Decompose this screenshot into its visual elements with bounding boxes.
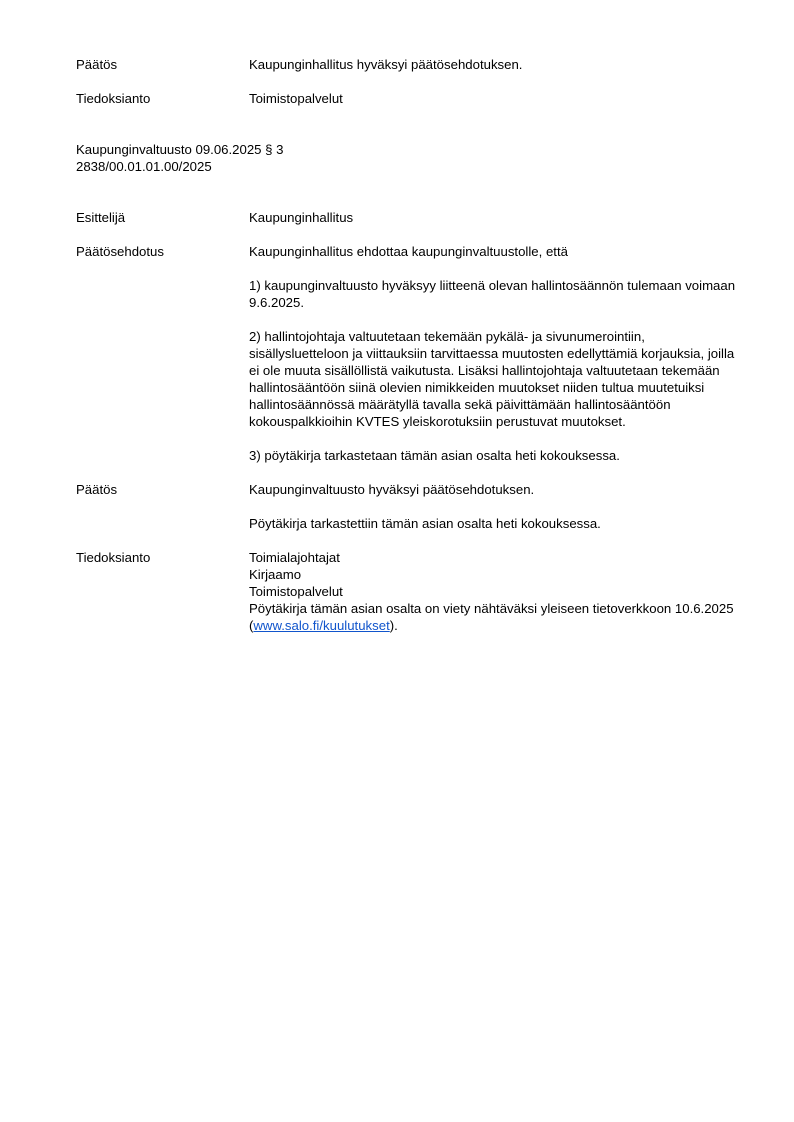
publication-end: ). [389, 618, 398, 633]
prev-decision-row [76, 56, 736, 73]
announcements-link[interactable]: www.salo.fi/kuulutukset [253, 618, 390, 633]
notice-row [76, 549, 736, 634]
decision-row [76, 481, 736, 532]
document-page [76, 56, 736, 634]
prev-notice-text: Toimistopalvelut [249, 91, 343, 106]
record-number: 2838/00.01.01.00/2025 [76, 159, 212, 174]
proposal-label: Päätösehdotus [76, 244, 164, 259]
decision-body [249, 481, 736, 532]
prev-notice-label: Tiedoksianto [76, 91, 151, 106]
notice-body [249, 549, 736, 634]
meeting-heading: Kaupunginvaltuusto 09.06.2025 § 3 [76, 142, 284, 157]
proposal-intro: Kaupunginhallitus ehdottaa kaupunginvaltuustolle, että [249, 244, 568, 259]
presenter-text: Kaupunginhallitus [249, 210, 354, 225]
presenter-label: Esittelijä [76, 210, 126, 225]
prev-decision-label: Päätös [76, 57, 118, 72]
notice-recipient: Kirjaamo [249, 567, 302, 582]
notice-publication [249, 600, 736, 634]
proposal-item-2: 2) hallintojohtaja valtuutetaan tekemään pykälä- ja sivunumerointiin, sisällysluetteloon ja viittauksiin tarvittaessa muutosten edellyttämiä korjauksia, joilla ei ole muuta sisällöllistä vaikutusta. Lisäksi hallintojohtaja valtuutetaan tekemään hallintosääntöön siinä olevien nimikkeiden muutokset niiden tultua muutetuiksi hallintosäännössä määrätyllä tavalla sekä päivittämään hallintosääntöön kokouspalkkioihin KVTES yleiskorotuksiin perustuvat muutokset. [249, 329, 735, 429]
notice-label: Tiedoksianto [76, 550, 151, 565]
notice-recipient: Toimialajohtajat [249, 550, 340, 565]
decision-text: Kaupunginvaltuusto hyväksyi päätösehdotuksen. [249, 482, 535, 497]
meeting-heading-block [76, 141, 736, 175]
proposal-row [76, 243, 736, 464]
proposal-item-1: 1) kaupunginvaltuusto hyväksyy liitteenä olevan hallintosäännön tulemaan voimaan 9.6.2025. [249, 278, 736, 310]
prev-decision-text: Kaupunginhallitus hyväksyi päätösehdotuksen. [249, 57, 523, 72]
prev-notice-row [76, 90, 736, 107]
proposal-body [249, 243, 736, 464]
decision-note: Pöytäkirja tarkastettiin tämän asian osalta heti kokouksessa. [249, 516, 601, 531]
presenter-row [76, 209, 736, 226]
notice-recipient: Toimistopalvelut [249, 584, 343, 599]
publication-text: Pöytäkirja tämän asian osalta on viety nähtäväksi yleiseen tietoverkkoon 10.6.2025 ( [249, 601, 734, 633]
decision-label: Päätös [76, 482, 118, 497]
proposal-item-3: 3) pöytäkirja tarkastetaan tämän asian osalta heti kokouksessa. [249, 448, 620, 463]
